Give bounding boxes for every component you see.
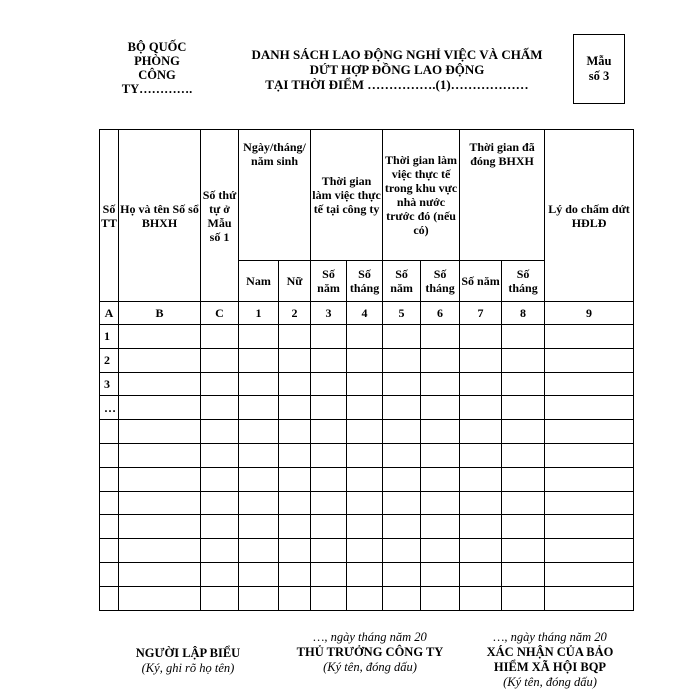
table-cell — [279, 420, 311, 444]
table-cell — [383, 539, 421, 563]
row-number: 1 — [100, 325, 119, 349]
header-stt: Số TT — [100, 130, 119, 302]
table-cell — [239, 348, 279, 372]
table-cell — [239, 420, 279, 444]
header-months: Số tháng — [347, 261, 383, 302]
table-cell — [383, 491, 421, 515]
table-cell — [119, 420, 201, 444]
row-number — [100, 420, 119, 444]
table-cell — [460, 491, 502, 515]
table-cell — [421, 420, 460, 444]
table-cell — [311, 325, 347, 349]
table-cell — [279, 562, 311, 586]
table-cell — [421, 348, 460, 372]
table-cell — [502, 372, 545, 396]
row-number: 3 — [100, 372, 119, 396]
row-number: … — [100, 396, 119, 420]
row-number — [100, 491, 119, 515]
table-cell — [502, 491, 545, 515]
table-cell — [545, 515, 634, 539]
table-cell — [347, 491, 383, 515]
header-work-previous: Thời gian làm việc thực tế trong khu vực nhà nước trước đó (nếu có) — [383, 130, 460, 261]
table-cell — [383, 325, 421, 349]
table-cell — [545, 491, 634, 515]
table-cell — [502, 325, 545, 349]
table-cell — [460, 562, 502, 586]
table-cell — [421, 372, 460, 396]
row-number — [100, 515, 119, 539]
row-number — [100, 539, 119, 563]
table-cell — [201, 420, 239, 444]
table-cell — [545, 325, 634, 349]
header-order: Số thứ tự ở Mẫu số 1 — [201, 130, 239, 302]
table-cell — [311, 443, 347, 467]
table-cell — [119, 443, 201, 467]
table-cell — [201, 562, 239, 586]
table-cell — [460, 396, 502, 420]
table-cell — [502, 467, 545, 491]
table-cell — [201, 443, 239, 467]
table-cell — [279, 586, 311, 610]
table-cell — [201, 372, 239, 396]
table-cell — [279, 325, 311, 349]
table-cell — [383, 420, 421, 444]
org-line: TY…………. — [121, 82, 193, 96]
table-cell — [119, 491, 201, 515]
table-cell — [460, 443, 502, 467]
table-cell — [460, 325, 502, 349]
column-code: 2 — [279, 302, 311, 325]
table-cell — [421, 443, 460, 467]
director-note: (Ký tên, đóng dấu) — [323, 660, 417, 674]
header-years: Số năm — [460, 261, 502, 302]
table-row — [100, 539, 634, 563]
column-code: 4 — [347, 302, 383, 325]
table-cell — [347, 372, 383, 396]
table-cell — [460, 586, 502, 610]
column-code: A — [100, 302, 119, 325]
table-cell — [545, 586, 634, 610]
table-row — [100, 515, 634, 539]
form-number-line: Mẫu — [586, 54, 612, 68]
table-cell — [239, 515, 279, 539]
table-row — [100, 562, 634, 586]
table-cell — [545, 348, 634, 372]
row-number: 2 — [100, 348, 119, 372]
table-cell — [545, 420, 634, 444]
table-cell — [383, 586, 421, 610]
table-cell — [502, 443, 545, 467]
org-line: PHÒNG — [134, 54, 180, 68]
table-cell — [201, 396, 239, 420]
row-number — [100, 562, 119, 586]
table-cell — [119, 467, 201, 491]
table-cell — [383, 443, 421, 467]
column-code: 6 — [421, 302, 460, 325]
table-cell — [201, 491, 239, 515]
table-cell — [421, 586, 460, 610]
table-row — [100, 491, 634, 515]
column-code: 1 — [239, 302, 279, 325]
column-code: C — [201, 302, 239, 325]
table-cell — [279, 515, 311, 539]
form-number-box — [573, 34, 625, 104]
table-cell — [545, 539, 634, 563]
table-cell — [119, 325, 201, 349]
table-cell — [421, 539, 460, 563]
table-cell — [502, 396, 545, 420]
header-dob: Ngày/tháng/ năm sinh — [239, 130, 311, 261]
table-cell — [311, 562, 347, 586]
table-cell — [347, 539, 383, 563]
table-cell — [311, 420, 347, 444]
table-cell — [279, 467, 311, 491]
insurance-date: …, ngày tháng năm 20 — [493, 630, 607, 644]
table-cell — [421, 562, 460, 586]
table-cell — [239, 562, 279, 586]
table-cell — [279, 348, 311, 372]
org-line: BỘ QUỐC — [127, 40, 187, 54]
table-row — [100, 325, 634, 349]
header-reason: Lý do chấm dứt HĐLĐ — [545, 130, 634, 302]
table-cell — [383, 372, 421, 396]
organization-header — [108, 40, 206, 96]
org-line: CÔNG — [138, 68, 176, 82]
table-cell — [239, 325, 279, 349]
table-cell — [460, 348, 502, 372]
table-cell — [460, 467, 502, 491]
column-code: 8 — [502, 302, 545, 325]
table-cell — [421, 491, 460, 515]
title-line: DANH SÁCH LAO ĐỘNG NGHỈ VIỆC VÀ CHẤM — [251, 47, 543, 62]
table-cell — [239, 443, 279, 467]
table-cell — [311, 586, 347, 610]
table-cell — [383, 562, 421, 586]
title-line: DỨT HỢP ĐỒNG LAO ĐỘNG — [309, 62, 485, 77]
table-cell — [421, 396, 460, 420]
table-row — [100, 396, 634, 420]
table-cell — [383, 348, 421, 372]
table-cell — [279, 539, 311, 563]
table-cell — [502, 515, 545, 539]
column-code: 7 — [460, 302, 502, 325]
table-row — [100, 586, 634, 610]
insurance-role-line: XÁC NHẬN CỦA BẢO — [486, 645, 614, 659]
table-cell — [347, 443, 383, 467]
table-cell — [347, 348, 383, 372]
column-code: 9 — [545, 302, 634, 325]
table-cell — [502, 586, 545, 610]
header-dob-female: Nữ — [279, 261, 311, 302]
table-cell — [502, 348, 545, 372]
table-row — [100, 443, 634, 467]
table-cell — [119, 515, 201, 539]
table-cell — [383, 515, 421, 539]
table-cell — [421, 467, 460, 491]
table-cell — [421, 515, 460, 539]
column-code: B — [119, 302, 201, 325]
director-signature — [280, 630, 460, 675]
table-row — [100, 467, 634, 491]
table-cell — [311, 467, 347, 491]
employee-list-table — [99, 129, 634, 611]
table-cell — [347, 420, 383, 444]
table-cell — [239, 491, 279, 515]
table-cell — [545, 396, 634, 420]
preparer-role: NGƯỜI LẬP BIỂU — [135, 646, 241, 660]
table-cell — [347, 467, 383, 491]
document-title — [222, 47, 572, 92]
table-cell — [347, 586, 383, 610]
table-cell — [119, 562, 201, 586]
table-cell — [502, 539, 545, 563]
table-cell — [119, 348, 201, 372]
table-cell — [460, 515, 502, 539]
table-cell — [119, 372, 201, 396]
table-cell — [239, 539, 279, 563]
table-cell — [545, 562, 634, 586]
header-name: Họ và tên Số sổ BHXH — [119, 130, 201, 302]
header-bhxh: Thời gian đã đóng BHXH — [460, 130, 545, 261]
header-months: Số tháng — [502, 261, 545, 302]
header-work-company: Thời gian làm việc thực tế tại công ty — [311, 130, 383, 261]
table-row — [100, 348, 634, 372]
table-cell — [460, 420, 502, 444]
insurance-role-line: HIỂM XÃ HỘI BQP — [493, 660, 607, 674]
table-cell — [201, 539, 239, 563]
header-years: Số năm — [311, 261, 347, 302]
table-cell — [347, 562, 383, 586]
header-dob-male: Nam — [239, 261, 279, 302]
table-cell — [239, 396, 279, 420]
table-row — [100, 372, 634, 396]
table-cell — [347, 515, 383, 539]
table-cell — [279, 443, 311, 467]
table-cell — [201, 515, 239, 539]
table-cell — [119, 586, 201, 610]
title-line: TẠI THỜI ĐIỂM …………….(1)……………… — [265, 77, 529, 92]
table-cell — [279, 491, 311, 515]
table-cell — [201, 586, 239, 610]
header-months: Số tháng — [421, 261, 460, 302]
table-cell — [239, 586, 279, 610]
table-cell — [460, 539, 502, 563]
table-cell — [383, 467, 421, 491]
table-cell — [347, 325, 383, 349]
preparer-signature — [108, 646, 268, 676]
table-cell — [279, 372, 311, 396]
table-cell — [383, 396, 421, 420]
table-cell — [239, 467, 279, 491]
table-cell — [502, 562, 545, 586]
table-cell — [460, 372, 502, 396]
director-date: …, ngày tháng năm 20 — [313, 630, 427, 644]
table-cell — [119, 396, 201, 420]
table-cell — [311, 348, 347, 372]
table-row — [100, 420, 634, 444]
insurance-signature — [466, 630, 634, 690]
table-cell — [545, 443, 634, 467]
table-cell — [545, 372, 634, 396]
table-cell — [311, 372, 347, 396]
row-number — [100, 443, 119, 467]
table-cell — [311, 491, 347, 515]
table-cell — [201, 467, 239, 491]
table-cell — [347, 396, 383, 420]
table-cell — [311, 539, 347, 563]
insurance-note: (Ký tên, đóng dấu) — [503, 675, 597, 689]
header-years: Số năm — [383, 261, 421, 302]
table-cell — [239, 372, 279, 396]
table-cell — [201, 348, 239, 372]
table-cell — [119, 539, 201, 563]
form-number-line: số 3 — [588, 69, 610, 83]
row-number — [100, 467, 119, 491]
table-cell — [421, 325, 460, 349]
column-code: 5 — [383, 302, 421, 325]
table-cell — [279, 396, 311, 420]
row-number — [100, 586, 119, 610]
table-cell — [502, 420, 545, 444]
table-cell — [545, 467, 634, 491]
table-cell — [311, 515, 347, 539]
preparer-note: (Ký, ghi rõ họ tên) — [141, 661, 235, 675]
column-code: 3 — [311, 302, 347, 325]
table-cell — [201, 325, 239, 349]
column-code-row — [100, 302, 634, 325]
director-role: THỦ TRƯỞNG CÔNG TY — [296, 645, 444, 659]
table-cell — [311, 396, 347, 420]
